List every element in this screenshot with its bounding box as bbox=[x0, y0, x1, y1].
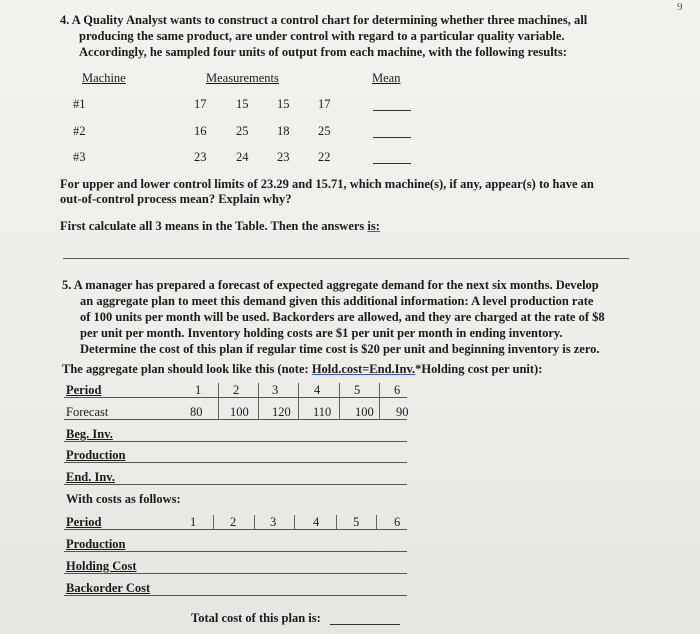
beg-inv-label: Beg. Inv. bbox=[66, 427, 113, 441]
forecast-label: Forecast bbox=[66, 405, 109, 419]
note-prefix: The aggregate plan should look like this (note: bbox=[62, 362, 309, 376]
period-cell: 3 bbox=[272, 383, 279, 397]
q5-line-1: 5. A manager has prepared a forecast of expected aggregate demand for the next six months. Develop bbox=[62, 278, 599, 292]
q4-line-3: Accordingly, he sampled four units of output from each machine, with the following results: bbox=[79, 45, 567, 59]
period-row-line bbox=[64, 397, 407, 398]
machine-label: #1 bbox=[73, 97, 86, 111]
forecast-cell: 100 bbox=[355, 405, 374, 419]
column-divider bbox=[213, 515, 214, 529]
forecast-cell: 100 bbox=[230, 405, 249, 419]
measurement-cell: 23 bbox=[277, 150, 290, 164]
total-cost-blank[interactable] bbox=[330, 624, 400, 625]
forecast-row-line bbox=[64, 419, 407, 420]
instruction-text: First calculate all 3 means in the Table. Then the answers bbox=[60, 219, 365, 233]
column-divider bbox=[298, 383, 299, 419]
mean-header: Mean bbox=[372, 71, 401, 85]
measurement-cell: 18 bbox=[277, 124, 290, 138]
column-divider bbox=[258, 383, 259, 419]
period-cell: 1 bbox=[190, 515, 197, 529]
end-inv-row-line[interactable] bbox=[64, 484, 407, 485]
production-cost-row-line[interactable] bbox=[64, 551, 407, 552]
measurement-cell: 25 bbox=[236, 124, 249, 138]
q4-line-1: 4. A Quality Analyst wants to construct a control chart for determining whether three machines, all bbox=[60, 13, 588, 27]
q5-line-2: an aggregate plan to meet this demand given this additional information: A level production rate bbox=[80, 294, 594, 308]
period-label: Period bbox=[66, 515, 102, 529]
backorder-cost-row-line[interactable] bbox=[64, 595, 407, 596]
period-cell: 6 bbox=[394, 515, 401, 529]
period-cell: 4 bbox=[314, 383, 321, 397]
production-row-line[interactable] bbox=[64, 462, 407, 463]
measurements-header: Measurements bbox=[206, 71, 279, 85]
q4-question-line-1: For upper and lower control limits of 23.29 and 15.71, which machine(s), if any, appear(s) to have an bbox=[60, 177, 594, 191]
period-cell: 6 bbox=[394, 383, 401, 397]
q5-line-5: Determine the cost of this plan if regular time cost is $20 per unit and beginning inventory is zero. bbox=[80, 342, 600, 356]
forecast-cell: 110 bbox=[313, 405, 332, 419]
period-cell: 2 bbox=[230, 515, 237, 529]
column-divider bbox=[376, 515, 377, 529]
production-cost-label: Production bbox=[66, 537, 126, 551]
measurement-cell: 25 bbox=[318, 124, 331, 138]
end-inv-label: End. Inv. bbox=[66, 470, 115, 484]
measurement-cell: 15 bbox=[236, 97, 249, 111]
production-label: Production bbox=[66, 448, 126, 462]
mean-answer-blank[interactable] bbox=[373, 163, 411, 164]
holding-cost-row-line[interactable] bbox=[64, 573, 407, 574]
mean-answer-blank[interactable] bbox=[373, 137, 411, 138]
q5-line-4: per unit per month. Inventory holding costs are $1 per unit per month in ending inventory. bbox=[80, 326, 563, 340]
q4-answer-line[interactable] bbox=[63, 258, 629, 259]
period-cell: 4 bbox=[313, 515, 320, 529]
page-number: 9 bbox=[677, 1, 683, 13]
column-divider bbox=[379, 383, 380, 419]
measurement-cell: 16 bbox=[194, 124, 207, 138]
measurement-cell: 17 bbox=[194, 97, 207, 111]
instruction-end: is: bbox=[367, 219, 380, 233]
measurement-cell: 23 bbox=[194, 150, 207, 164]
machine-label: #2 bbox=[73, 124, 86, 138]
beg-inv-row-line[interactable] bbox=[64, 441, 407, 442]
period-cell: 3 bbox=[270, 515, 277, 529]
period-label: Period bbox=[66, 383, 102, 397]
column-divider bbox=[339, 383, 340, 419]
period-row-line bbox=[64, 529, 407, 530]
note-suffix: *Holding cost per unit): bbox=[415, 362, 543, 376]
column-divider bbox=[218, 383, 219, 419]
total-cost-label: Total cost of this plan is: bbox=[191, 611, 321, 625]
forecast-cell: 90 bbox=[396, 405, 409, 419]
column-divider bbox=[294, 515, 295, 529]
period-cell: 2 bbox=[233, 383, 240, 397]
backorder-cost-label: Backorder Cost bbox=[66, 581, 151, 595]
measurement-cell: 22 bbox=[318, 150, 331, 164]
period-cell: 5 bbox=[353, 515, 360, 529]
mean-answer-blank[interactable] bbox=[373, 110, 411, 111]
q4-question-line-2: out-of-control process mean? Explain why? bbox=[60, 192, 292, 206]
column-divider bbox=[254, 515, 255, 529]
q5-note bbox=[62, 362, 542, 376]
forecast-cell: 80 bbox=[190, 405, 203, 419]
forecast-cell: 120 bbox=[272, 405, 291, 419]
measurement-cell: 24 bbox=[236, 150, 249, 164]
q5-line-3: of 100 units per month will be used. Backorders are allowed, and they are charged at the rate of $8 bbox=[80, 310, 605, 324]
measurement-cell: 15 bbox=[277, 97, 290, 111]
machine-header: Machine bbox=[82, 71, 126, 85]
period-cell: 5 bbox=[354, 383, 361, 397]
costs-heading: With costs as follows: bbox=[66, 492, 181, 506]
q4-line-2: producing the same product, are under control with regard to a particular quality variable. bbox=[79, 29, 565, 43]
column-divider bbox=[336, 515, 337, 529]
holding-cost-label: Holding Cost bbox=[66, 559, 137, 573]
q4-instruction bbox=[60, 219, 380, 233]
machine-label: #3 bbox=[73, 150, 86, 164]
period-cell: 1 bbox=[195, 383, 202, 397]
note-formula: Hold.cost=End.Inv. bbox=[311, 362, 416, 376]
measurement-cell: 17 bbox=[318, 97, 331, 111]
